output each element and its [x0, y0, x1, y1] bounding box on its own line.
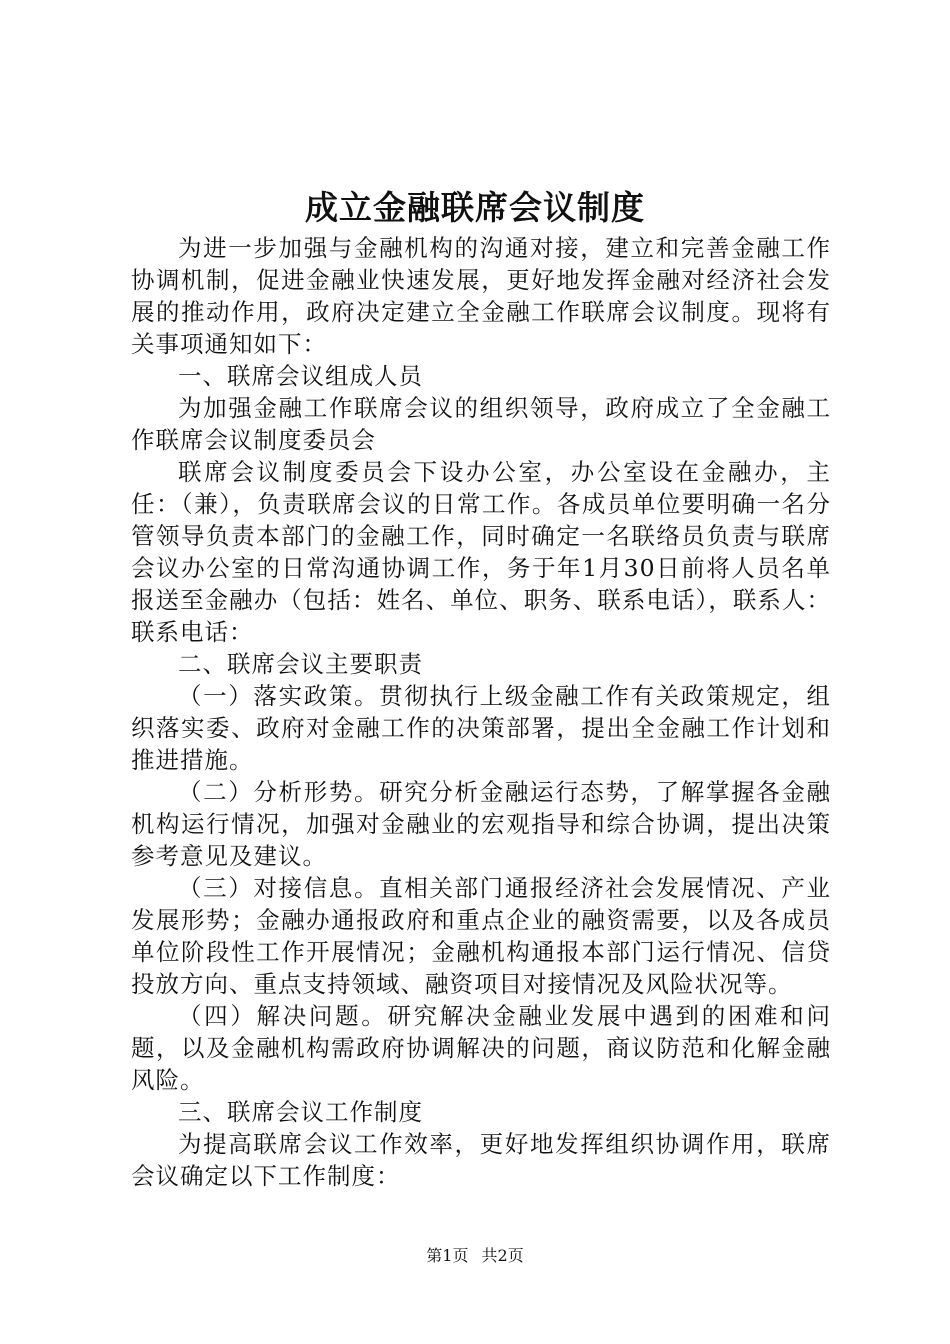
page-total: 共2页 [481, 1246, 524, 1265]
section-heading-1: 一、联席会议组成人员 [178, 362, 423, 390]
page-number: 第1页 [426, 1246, 469, 1265]
paragraph: （三）对接信息。直相关部门通报经济社会发展情况、产业发展形势；金融办通报政府和重点企业的融资需要，以及各成员单位阶段性工作开展情况；金融机构通报本部门运行情况、信贷投放方向、重点支持领域、融资项目对接情况及风险状况等。 [131, 874, 831, 998]
paragraph: （四）解决问题。研究解决金融业发展中遇到的困难和问题，以及金融机构需政府协调解决的问题，商议防范和化解金融风险。 [131, 1002, 831, 1094]
intro-paragraph: 为进一步加强与金融机构的沟通对接，建立和完善金融工作协调机制，促进金融业快速发展，更好地发挥金融对经济社会发展的推动作用，政府决定建立全金融工作联席会议制度。现将有关事项通知如下： [131, 234, 831, 358]
paragraph: （二）分析形势。研究分析金融运行态势，了解掌握各金融机构运行情况，加强对金融业的宏观指导和综合协调，提出决策参考意见及建议。 [131, 778, 831, 870]
paragraph: 为提高联席会议工作效率，更好地发挥组织协调作用，联席会议确定以下工作制度： [131, 1130, 831, 1190]
paragraph: 联席会议制度委员会下设办公室，办公室设在金融办，主任：（兼），负责联席会议的日常工作。各成员单位要明确一名分管领导负责本部门的金融工作，同时确定一名联络员负责与联席会议办公室的日常沟通协调工作，务于年1月30日前将人员名单报送至金融办（包括：姓名、单位、职务、联系电话），联系人：联系电话： [131, 458, 831, 646]
section-heading-3: 三、联席会议工作制度 [178, 1098, 423, 1126]
paragraph: 为加强金融工作联席会议的组织领导，政府成立了全金融工作联席会议制度委员会 [131, 394, 831, 454]
page-footer [0, 1246, 950, 1266]
document-title: 成立金融联席会议制度 [305, 188, 645, 227]
document-body [131, 232, 831, 1192]
section-heading-2: 二、联席会议主要职责 [178, 650, 423, 678]
paragraph: （一）落实政策。贯彻执行上级金融工作有关政策规定，组织落实委、政府对金融工作的决策部署，提出全金融工作计划和推进措施。 [131, 682, 831, 774]
